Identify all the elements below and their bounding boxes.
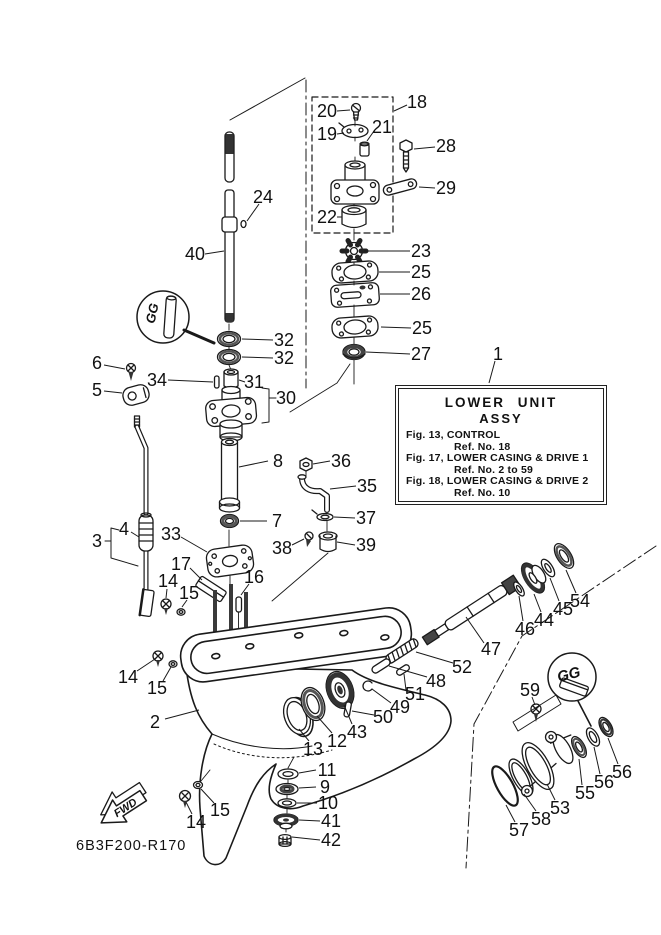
leader-line-6 (104, 365, 125, 369)
info-box-line: Fig. 18, LOWER CASING & DRIVE 2 (406, 475, 589, 487)
part-housing-30 (205, 387, 257, 442)
leader-line-8 (239, 461, 268, 467)
part-bolt-28 (400, 140, 412, 172)
leader-line-32 (242, 339, 273, 340)
part-ref-24: 24 (252, 187, 274, 207)
leader-line-38 (292, 539, 304, 545)
part-screw-20 (352, 104, 361, 121)
leader-line-40 (205, 251, 224, 254)
part-gasket-25b (331, 315, 378, 338)
part-ref-49: 49 (389, 697, 411, 717)
part-screw-6 (127, 364, 136, 382)
leader-line-2 (165, 710, 199, 719)
part-ref-55: 55 (574, 783, 596, 803)
info-box-subtitle: ASSY (479, 411, 523, 426)
part-carrier-53 (516, 732, 577, 797)
part-nut-42 (279, 835, 291, 847)
part-ref-16: 16 (243, 567, 265, 587)
part-ref-19: 19 (316, 124, 338, 144)
part-ref-12: 12 (326, 731, 348, 751)
part-ref-22: 22 (316, 207, 338, 227)
part-ref-14: 14 (157, 571, 179, 591)
part-gear-41 (274, 814, 298, 829)
part-plate-19 (339, 123, 368, 138)
leader-line-52 (416, 652, 453, 663)
part-ref-56: 56 (611, 762, 633, 782)
part-ref-5: 5 (91, 380, 103, 400)
part-bearing-32b (218, 350, 241, 365)
part-ref-27: 27 (410, 344, 432, 364)
grease-icon-label: GG (555, 663, 583, 686)
part-pin-16 (236, 597, 242, 612)
part-nut-36 (300, 458, 312, 471)
part-ref-53: 53 (549, 798, 571, 818)
part-anode-17 (195, 576, 227, 602)
part-water-pipe-35 (298, 475, 327, 510)
part-bearing-32a (218, 332, 241, 347)
grease-icon-label: GG (142, 301, 162, 325)
part-ref-45: 45 (552, 599, 574, 619)
part-screw-38 (305, 532, 313, 547)
part-ref-25: 25 (410, 262, 432, 282)
part-ref-8: 8 (272, 451, 284, 471)
part-link-29 (382, 178, 417, 196)
part-washer-15a (177, 609, 185, 615)
part-ref-54: 54 (569, 591, 591, 611)
part-seal-37 (312, 510, 333, 521)
part-ref-42: 42 (320, 830, 342, 850)
part-ref-31: 31 (243, 372, 265, 392)
part-seal-56b (596, 715, 616, 739)
part-ref-25: 25 (411, 318, 433, 338)
part-ref-13: 13 (302, 739, 324, 759)
leader-line-35 (330, 486, 356, 489)
part-ref-11: 11 (317, 760, 337, 780)
leader-line-27 (366, 352, 410, 354)
part-bolt-14d (180, 791, 191, 809)
part-ref-1: 1 (492, 344, 504, 364)
part-ref-10: 10 (317, 793, 339, 813)
part-ref-14: 14 (185, 812, 207, 832)
leader-line-4 (131, 532, 139, 537)
part-ref-50: 50 (372, 707, 394, 727)
leader-line-55 (579, 759, 582, 785)
leader-line-39 (337, 542, 355, 545)
part-washer-10 (278, 799, 296, 807)
part-key-24 (241, 221, 246, 228)
part-ref-52: 52 (451, 657, 473, 677)
leader-line-41 (299, 820, 320, 821)
part-ref-21: 21 (371, 117, 393, 137)
part-ref-35: 35 (356, 476, 378, 496)
leader-line-17 (190, 568, 202, 580)
part-collar-21 (360, 142, 369, 156)
part-ref-9: 9 (319, 777, 331, 797)
leader-line-14 (137, 659, 155, 671)
fwd-arrow (90, 777, 153, 834)
leader-line-1 (489, 361, 495, 383)
part-ref-58: 58 (530, 809, 552, 829)
info-box-line: Ref. No. 2 to 59 (454, 463, 534, 476)
link-lines (272, 553, 328, 601)
leader-line-56 (594, 747, 600, 774)
grease-icon (548, 653, 596, 726)
leader-line-18 (394, 105, 407, 111)
part-pin-34 (215, 376, 220, 388)
part-ref-29: 29 (435, 178, 457, 198)
part-ref-3: 3 (91, 531, 103, 551)
leader-line-28 (414, 147, 435, 149)
leader-line-33 (181, 537, 207, 552)
part-ref-43: 43 (346, 722, 368, 742)
part-prop-shaft-47 (421, 575, 521, 647)
part-pin-48 (371, 658, 392, 675)
part-ref-33: 33 (160, 524, 182, 544)
part-pump-body (331, 161, 379, 204)
part-ref-2: 2 (149, 712, 161, 732)
leader-line-34 (168, 380, 213, 382)
leader-line-29 (419, 187, 435, 188)
part-ref-32: 32 (273, 348, 295, 368)
part-ref-40: 40 (184, 244, 206, 264)
part-ref-32: 32 (273, 330, 295, 350)
part-cup-22 (342, 206, 366, 228)
leader-line-42 (292, 837, 320, 840)
fwd-label: FWD (111, 796, 140, 821)
part-ref-59: 59 (519, 680, 541, 700)
info-box-line: Ref. No. 10 (454, 486, 511, 499)
leader-line-45 (550, 578, 559, 601)
part-ref-44: 44 (533, 610, 555, 630)
part-rod-blade (140, 589, 155, 616)
part-boot-4 (139, 513, 153, 551)
part-ref-41: 41 (320, 811, 342, 831)
info-box-line: Fig. 17, LOWER CASING & DRIVE 1 (406, 452, 589, 464)
part-ref-23: 23 (410, 241, 432, 261)
part-bushing-7 (221, 515, 239, 528)
bracket-30 (262, 388, 276, 423)
part-ref-17: 17 (170, 554, 192, 574)
part-ref-15: 15 (178, 583, 200, 603)
leader-line-46 (519, 596, 523, 621)
leader-line-37 (334, 517, 355, 518)
leader-line-25 (381, 327, 411, 328)
info-box (395, 385, 607, 505)
part-ref-48: 48 (425, 671, 447, 691)
part-ref-36: 36 (330, 451, 352, 471)
leader-line-32 (242, 357, 273, 358)
part-ref-51: 51 (404, 684, 426, 704)
part-ref-37: 37 (355, 508, 377, 528)
part-ref-57: 57 (508, 820, 530, 840)
part-ref-6: 6 (91, 353, 103, 373)
assembly-leader (290, 364, 350, 412)
part-ref-47: 47 (480, 639, 502, 659)
part-impeller-23 (342, 241, 366, 262)
part-washer-11 (278, 769, 298, 779)
part-bushing-39 (319, 532, 337, 552)
leader-line-20 (337, 110, 350, 111)
leader-line-36 (313, 461, 330, 464)
part-plate-26 (330, 282, 379, 307)
part-ref-20: 20 (316, 101, 338, 121)
info-box-line: Fig. 13, CONTROL (406, 429, 501, 441)
leader-line-56 (608, 738, 618, 764)
part-ref-4: 4 (118, 519, 130, 539)
part-ref-34: 34 (146, 370, 168, 390)
part-ref-18: 18 (406, 92, 428, 112)
part-washer-15c (169, 661, 177, 667)
part-tube-8 (220, 439, 240, 513)
part-ref-15: 15 (146, 678, 168, 698)
part-ref-14: 14 (117, 667, 139, 687)
part-seal-56a (584, 726, 602, 748)
part-washer-9 (276, 784, 298, 795)
part-ref-28: 28 (435, 136, 457, 156)
part-drive-shaft-40 (222, 132, 237, 322)
diagram-code: 6B3F200-R170 (76, 838, 187, 854)
part-bolt-14a (161, 599, 171, 615)
part-seal-27 (343, 345, 365, 360)
part-bearing-54 (551, 540, 578, 571)
part-ref-30: 30 (275, 388, 297, 408)
part-ref-56: 56 (593, 772, 615, 792)
info-box-title: LOWER UNIT (444, 395, 558, 410)
info-box-line: Ref. No. 18 (454, 440, 511, 453)
part-bushing-31 (224, 369, 238, 388)
part-ref-46: 46 (514, 619, 536, 639)
part-ref-15: 15 (209, 800, 231, 820)
part-ref-38: 38 (271, 538, 293, 558)
leader-line-54 (566, 570, 576, 593)
part-gasket-25a (331, 260, 378, 283)
part-ref-26: 26 (410, 284, 432, 304)
leader-line (230, 78, 305, 120)
part-ref-7: 7 (271, 511, 283, 531)
part-ref-39: 39 (355, 535, 377, 555)
leader-line-5 (104, 391, 122, 393)
